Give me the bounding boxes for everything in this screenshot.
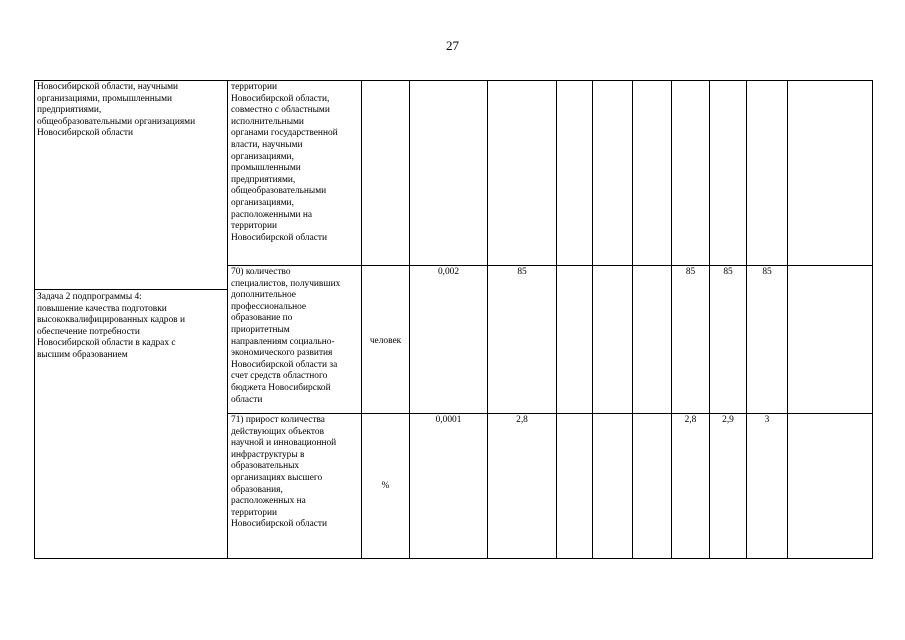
indicator-71-value-1: 2,8 — [684, 415, 697, 425]
indicator-70-name: 70) количество специалистов, получивших дополнительное профессиональное образование по приоритетным направлениям социально- экономического развития Новосибирской области за счет средств областного бюджета Новосибирской области — [231, 267, 341, 405]
indicator-70-weight: 0,002 — [437, 267, 460, 277]
row-divider — [227, 265, 873, 266]
indicator-71-base: 2,8 — [516, 415, 528, 425]
indicator-70-value-3: 85 — [762, 267, 772, 277]
page-number: 27 — [446, 38, 459, 53]
indicator-70-value-1: 85 — [685, 267, 696, 277]
table-border-right — [872, 80, 873, 559]
indicator-70-value-2: 85 — [723, 267, 733, 277]
indicator-71-unit: % — [381, 481, 390, 491]
table-border-left — [34, 80, 35, 559]
indicator-71-value-2: 2,9 — [722, 415, 734, 425]
col-divider — [632, 80, 633, 559]
table-border-top — [34, 80, 873, 81]
indicator-71-value-3: 3 — [764, 415, 770, 425]
col-divider — [556, 80, 557, 559]
indicator-70-base: 85 — [517, 267, 527, 277]
col-divider — [487, 80, 488, 559]
executors-cell: Новосибирской области, научными организациями, промышленными предприятиями, общеобразовательными организациями Новосибирской области — [37, 82, 196, 139]
row-divider — [227, 413, 873, 414]
indicator-71-weight: 0,0001 — [435, 415, 462, 425]
col-divider — [746, 80, 747, 559]
col-divider — [671, 80, 672, 559]
col-divider — [787, 80, 788, 559]
task-divider — [34, 289, 227, 290]
col-divider — [592, 80, 593, 559]
indicator-70-unit: человек — [369, 336, 402, 346]
col-divider — [227, 80, 228, 559]
indicator-table — [34, 80, 873, 559]
indicator-71-name: 71) прирост количества действующих объектов научной и инновационной инфраструктуры в образовательных организациях высшего образования, расположенных на территории Новосибирской области — [231, 415, 337, 530]
col-divider — [409, 80, 410, 559]
task-cell: Задача 2 подпрограммы 4: повышение качества подготовки высококвалифицированных кадров и обеспечение потребности Новосибирской области в кадрах с высшим образованием — [37, 292, 185, 360]
table-border-bottom — [34, 558, 873, 559]
measure-description-cell: территории Новосибирской области, совместно с областными исполнительными органами государственной власти, научными организациями, промышленными предприятиями, общеобразовательными организациями, расположенными на территории Новосибирской области — [231, 82, 338, 243]
col-divider — [709, 80, 710, 559]
